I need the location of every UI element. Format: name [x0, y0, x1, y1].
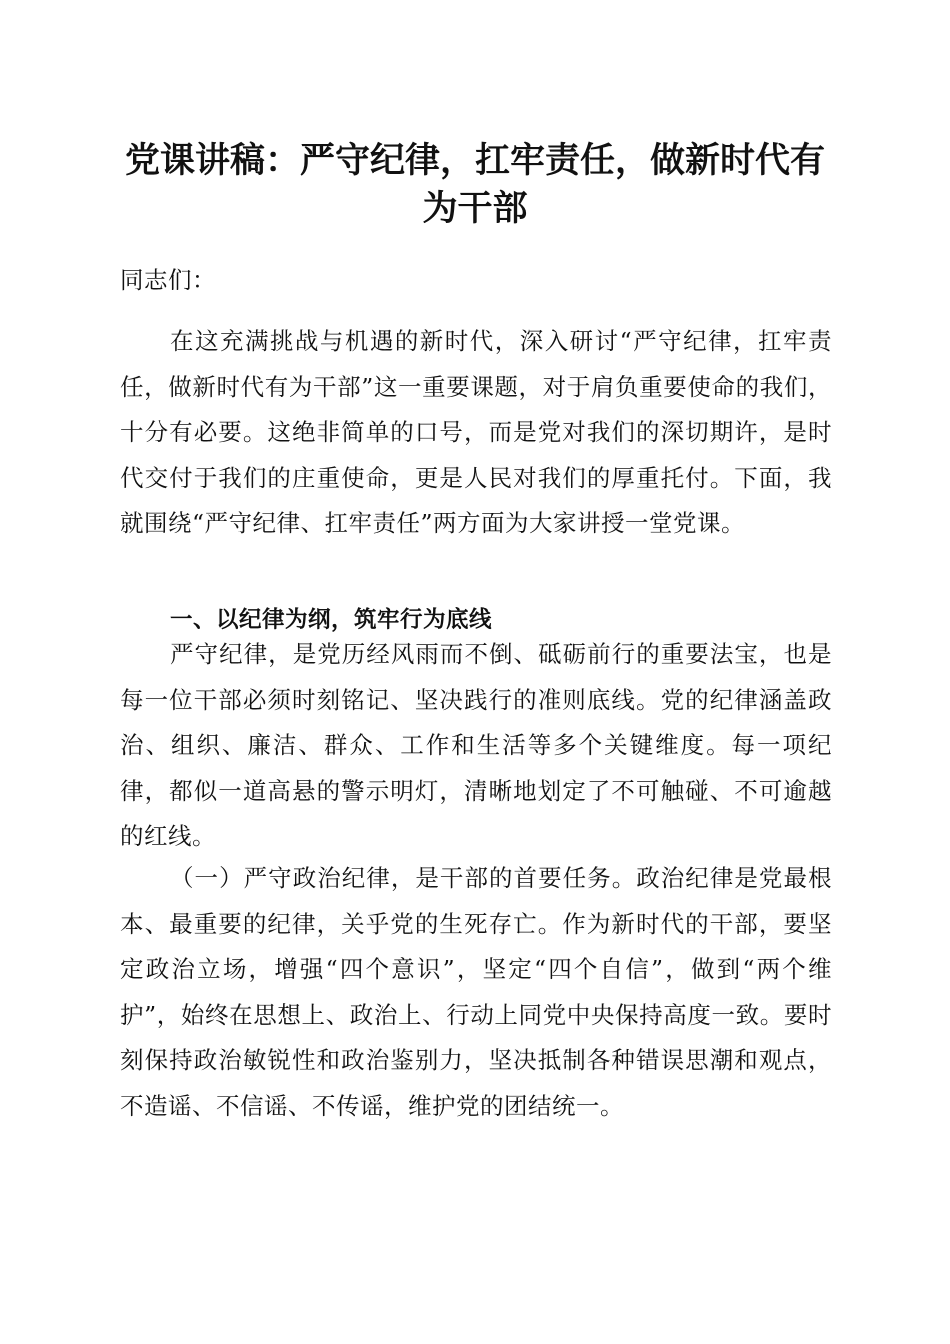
section-1-heading: 一、以纪律为纲，筑牢行为底线 [170, 607, 493, 633]
document-title-line-1: 党课讲稿：严守纪律，扛牢责任，做新时代有 [124, 141, 825, 181]
subsection-1-paragraph: （一）严守政治纪律，是干部的首要任务。政治纪律是党最根本、最重要的纪律，关乎党的生死存亡。作为新时代的干部，要坚定政治立场，增强“四个意识”，坚定“四个自信”，做到“两个维护”，始终在思想上、政治上、行动上同党中央保持高度一致。要时刻保持政治敏锐性和政治鉴别力，坚决抵制各种错误思潮和观点，不造谣、不信谣、不传谣，维护党的团结统一。 [120, 864, 832, 1120]
intro-paragraph: 在这充满挑战与机遇的新时代，深入研讨“严守纪律，扛牢责任，做新时代有为干部”这一重要课题，对于肩负重要使命的我们，十分有必要。这绝非简单的口号，而是党对我们的深切期许，是时代交付于我们的庄重使命，更是人民对我们的厚重托付。下面，我就围绕“严守纪律、扛牢责任”两方面为大家讲授一堂党课。 [120, 327, 832, 537]
salutation: 同志们： [120, 266, 216, 294]
section-1-paragraph: 严守纪律，是党历经风雨而不倒、砥砺前行的重要法宝，也是每一位干部必须时刻铭记、坚决践行的准则底线。党的纪律涵盖政治、组织、廉洁、群众、工作和生活等多个关键维度。每一项纪律，都似一道高悬的警示明灯，清晰地划定了不可触碰、不可逾越的红线。 [120, 640, 832, 850]
document-title-line-2: 为干部 [422, 189, 528, 229]
